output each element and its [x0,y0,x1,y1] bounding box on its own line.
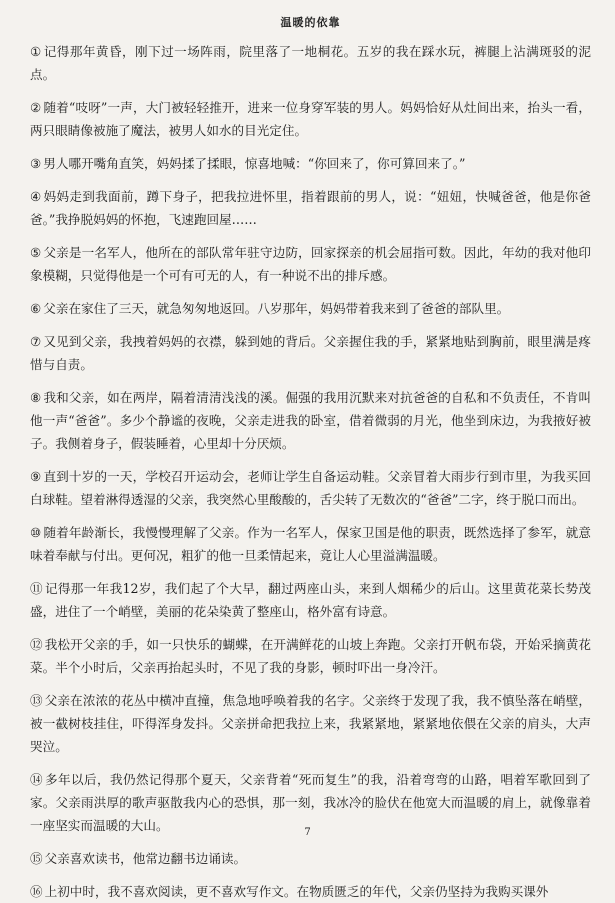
paragraph-text: 直到十岁的一天，学校召开运动会，老师让学生自备运动鞋。父亲冒着大雨步行到市里，为我买回白球鞋。望着淋得透湿的父亲，我突然心里酸酸的，舌尖转了无数次的“爸爸”二字，终于脱口而出。 [30,469,591,507]
paragraph-number: ⑮ [30,851,43,866]
paragraph-number: ⑧ [30,390,42,405]
paragraph-text: 又见到父亲，我拽着妈妈的衣襟，躲到她的背后。父亲握住我的手，紧紧地贴到胸前，眼里满是疼惜与自责。 [30,334,591,372]
paragraph [30,633,591,679]
paragraph-number: ⑨ [30,469,42,484]
paragraph-text: 记得那年黄昏，刚下过一场阵雨，院里落了一地桐花。五岁的我在踩水玩，裤腿上沾满斑驳的泥点。 [30,44,592,82]
paragraph-text: 记得那一年我12岁，我们起了个大早，翻过两座山头，来到人烟稀少的后山。这里黄花菜长势茂盛，进住了一个峭壁，美丽的花朵染黄了整座山，格外富有诗意。 [30,581,592,619]
paragraph [30,330,591,376]
paragraph-number: ⑬ [30,693,43,708]
paragraph [30,297,591,320]
paragraph [30,152,591,175]
paragraph-number: ⑩ [30,525,42,540]
paragraph-text: 随着“吱呀”一声，大门被轻轻推开，进来一位身穿军装的男人。妈妈恰好从灶间出来，抬头一看，两只眼睛像被施了魔法，被男人如水的目光定住。 [30,100,591,138]
paragraph-number: ③ [30,156,42,171]
paragraph-text: 男人哪开嘴角直笑，妈妈揉了揉眼，惊喜地喊：“你回来了，你可算回来了。” [43,156,466,171]
paragraph-text: 我松开父亲的手，如一只快乐的蝴蝶，在开满鲜花的山坡上奔跑。父亲打开帆布袋，开始采摘黄花菜。半个小时后，父亲再抬起头时，不见了我的身影，顿时吓出一身冷汗。 [30,637,592,675]
paragraph [30,847,591,870]
paragraph-number: ⑤ [30,245,42,260]
paragraph [30,185,591,231]
paragraph-text: 妈妈走到我面前，蹲下身子，把我拉进怀里，指着跟前的男人，说：“妞妞，快喊爸爸，他是你爸爸。”我挣脱妈妈的怀抱，飞速跑回屋…… [30,189,591,227]
paragraph-number: ⑥ [30,301,42,316]
paragraph [30,241,591,287]
paragraph [30,689,591,758]
paragraph-number: ② [30,100,42,115]
paragraph [30,96,591,142]
paragraph-number: ④ [30,189,42,204]
paragraph [30,577,591,623]
paragraph-number: ① [30,44,42,59]
paragraph-number: ⑦ [30,334,42,349]
paragraph-text: 随着年龄渐长，我慢慢理解了父亲。作为一名军人，保家卫国是他的职责，既然选择了参军，就意味着奉献与付出。更何况，粗犷的他一旦柔情起来，竟让人心里溢满温暖。 [30,525,591,563]
paragraph-number: ⑯ [30,884,43,899]
paragraph [30,880,591,903]
paragraph-text: 我和父亲，如在两岸，隔着清清浅浅的溪。倔强的我用沉默来对抗爸爸的自私和不负责任，不肯叫他一声“爸爸”。多少个静谧的夜晚，父亲走进我的卧室，借着微弱的月光，他坐到床边，为我掖好被子。我侧着身子，假装睡着，心里却十分厌烦。 [30,390,591,451]
paragraph [30,40,591,86]
article-body [30,40,591,903]
paragraph [30,386,591,455]
paragraph-text: 父亲在浓浓的花丛中横冲直撞，焦急地呼唤着我的名字。父亲终于发现了我，我不慎坠落在峭壁，被一截树枝挂住，吓得浑身发抖。父亲拼命把我拉上来，我紧紧地，紧紧地依偎在父亲的肩头，大声哭泣。 [30,693,592,754]
paragraph-number: ⑪ [30,581,43,596]
paragraph-number: ⑫ [30,637,43,652]
paragraph-text: 上初中时，我不喜欢阅读，更不喜欢写作文。在物质匮乏的年代，父亲仍坚持为我购买课外 [44,884,549,899]
paragraph-text: 父亲是一名军人，他所在的部队常年驻守边防，回家探亲的机会屈指可数。因此，年幼的我对他印象模糊，只觉得他是一个可有可无的人，有一种说不出的排斥感。 [30,245,591,283]
paragraph-number: ⑭ [30,772,43,787]
paragraph-text: 父亲喜欢读书，他常边翻书边诵读。 [44,851,247,866]
paragraph-text: 父亲在家住了三天，就急匆匆地返回。八岁那年，妈妈带着我来到了爸爸的部队里。 [43,301,510,316]
paragraph [30,521,591,567]
paragraph-text: 多年以后，我仍然记得那个夏天，父亲背着“死而复生”的我，沿着弯弯的山路，唱着军歌回到了家。父亲雨洪厚的歌声驱散我内心的恐惧，那一刻，我冰冷的脸伏在他宽大而温暖的肩上，就像靠着一座坚实而温暖的大山。 [30,772,591,833]
page-title: 温暖的依靠 [280,16,341,29]
page-number: 7 [304,827,311,838]
paragraph [30,465,591,511]
